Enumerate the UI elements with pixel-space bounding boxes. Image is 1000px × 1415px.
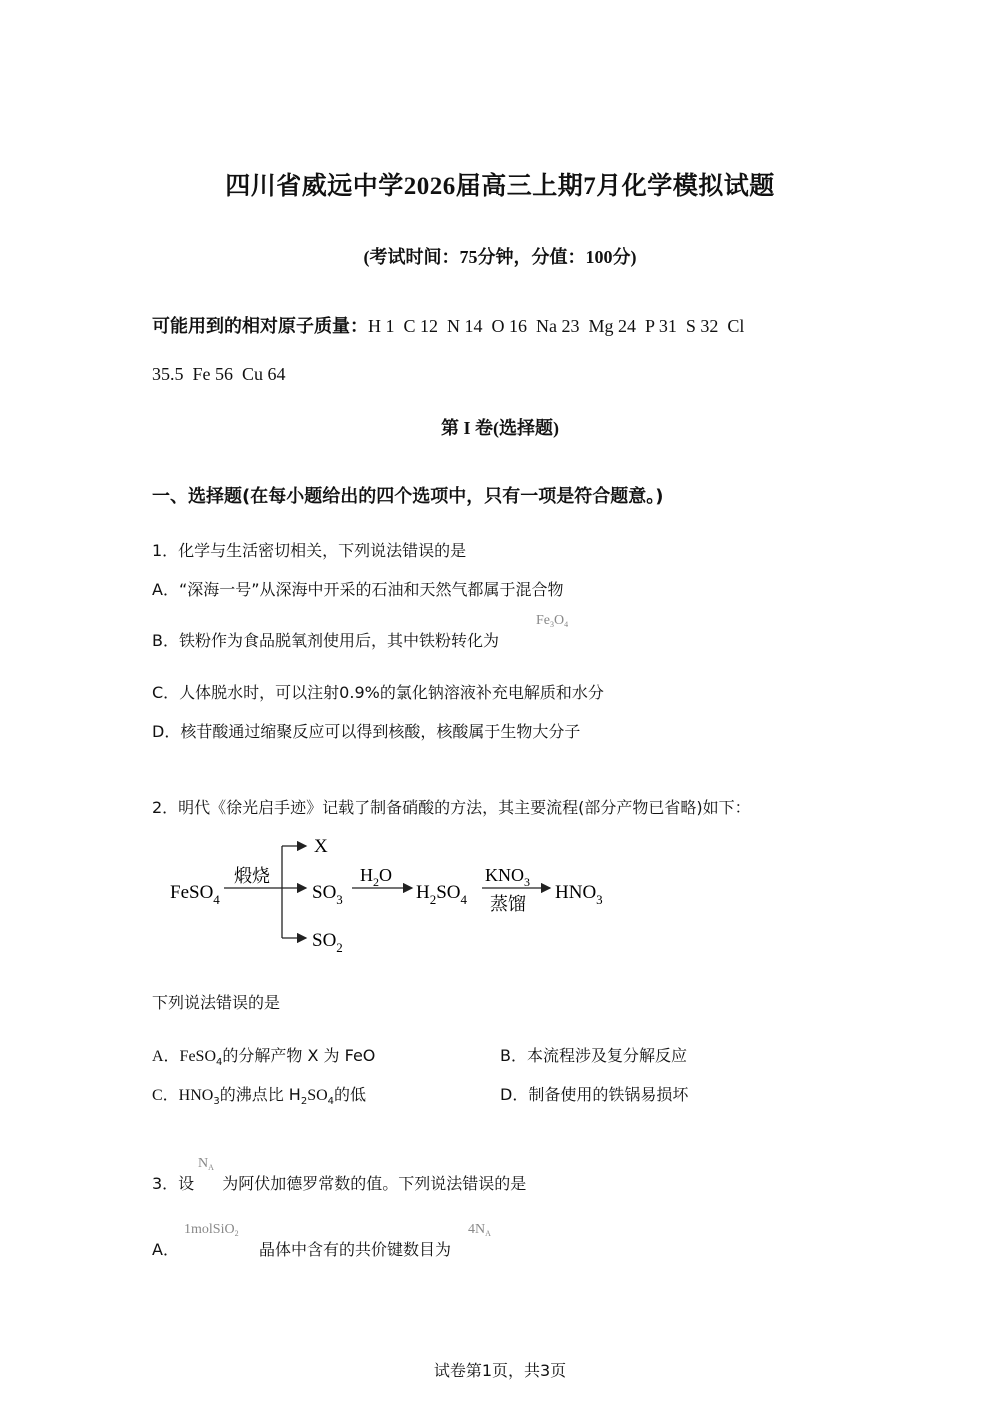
q2-flow-diagram [160, 830, 630, 955]
diagram-step1-label: 煅烧 [234, 866, 270, 886]
q2-c-sub3: 4 [327, 1096, 335, 1107]
q1-option-b-formula [536, 613, 568, 629]
q2-c-sub2: 2 [300, 1096, 308, 1107]
formula-fe-sub: 3 [550, 620, 554, 629]
atomic-masses-values: H 1 C 12 N 14 O 16 Na 23 Mg 24 P 31 S 32 Cl [368, 316, 745, 336]
bond-count-sub: A [485, 1229, 491, 1238]
q1-option-c: C．人体脱水时，可以注射0.9%的氯化钠溶液补充电解质和水分 [152, 683, 604, 702]
q2-a-pre: A．FeSO [152, 1048, 217, 1065]
q3-option-a [152, 1237, 451, 1260]
q2-c-mid1: 的沸点比 H [219, 1085, 301, 1104]
diagram-step2-label: $H_2O$ [360, 865, 392, 889]
diagram-product-so2: $SO_2$ [312, 930, 343, 955]
bond-count: 4N [468, 1222, 486, 1237]
q2-option-a [152, 1043, 375, 1066]
diagram-product-so3: $SO_3$ [312, 882, 343, 907]
atomic-masses-label: 可能用到的相对原子质量： [152, 316, 368, 337]
q1-stem: 1．化学与生活密切相关，下列说法错误的是 [152, 541, 467, 560]
q3-stem-post: 为阿伏加德罗常数的值。下列说法错误的是 [222, 1174, 527, 1193]
diagram-product-x: X [314, 836, 328, 857]
na-sub: A [208, 1163, 214, 1172]
q2-c-sub1: 3 [213, 1096, 220, 1107]
formula-o: O [554, 613, 565, 628]
volume-heading: 第 I 卷(选择题) [441, 418, 559, 438]
formula-fe: Fe [536, 613, 550, 628]
page-title: 四川省威远中学2026届高三上期7月化学模拟试题 [225, 173, 775, 200]
na-symbol: N [198, 1156, 209, 1171]
q2-prompt: 下列说法错误的是 [152, 993, 281, 1012]
q2-c-pre: C．HNO [152, 1087, 214, 1104]
q1-option-b-text: B．铁粉作为食品脱氧剂使用后，其中铁粉转化为 [152, 631, 499, 650]
q2-a-sub: 4 [216, 1057, 223, 1068]
q3-a-mid: 晶体中含有的共价键数目为 [258, 1240, 451, 1259]
q2-option-c [152, 1082, 366, 1105]
q3-a-value [468, 1222, 491, 1238]
sio2-sub: 2 [234, 1229, 239, 1238]
exam-info: (考试时间：75分钟，分值：100分) [363, 247, 637, 267]
atomic-masses-line2: 35.5 Fe 56 Cu 64 [152, 364, 286, 384]
atomic-masses-line1 [152, 312, 744, 338]
q3-stem-pre: 3．设 [152, 1174, 195, 1193]
page-footer: 试卷第1页，共3页 [433, 1361, 567, 1380]
diagram-step3-below: 蒸馏 [490, 894, 526, 914]
q3-stem [152, 1171, 526, 1194]
formula-o-sub: 4 [564, 620, 569, 629]
q2-option-d: D．制备使用的铁锅易损坏 [500, 1085, 689, 1104]
diagram-intermediate: $H_2SO_4$ [416, 882, 468, 907]
q3-na-symbol [198, 1156, 214, 1172]
q1-option-a: A．“深海一号”从深海中开采的石油和天然气都属于混合物 [152, 580, 564, 599]
q2-c-post: 的低 [334, 1085, 367, 1104]
sio2-formula: 1molSiO [184, 1222, 235, 1237]
section-heading: 一、选择题(在每小题给出的四个选项中，只有一项是符合题意。) [152, 486, 664, 507]
q1-option-d: D．核苷酸通过缩聚反应可以得到核酸，核酸属于生物大分子 [152, 722, 581, 741]
q3-a-pre: A． [152, 1240, 179, 1259]
q3-a-formula [184, 1222, 239, 1238]
q2-a-post: 的分解产物 X 为 FeO [222, 1046, 376, 1065]
q2-option-b: B．本流程涉及复分解反应 [500, 1046, 687, 1065]
q2-c-mid2: SO [307, 1087, 328, 1104]
diagram-step3-label: $KNO_3$ [485, 865, 530, 889]
diagram-reactant: FeSO$_4$ [170, 882, 220, 907]
q1-option-b [152, 628, 499, 651]
q2-stem: 2．明代《徐光启手迹》记载了制备硝酸的方法，其主要流程(部分产物已省略)如下： [152, 798, 751, 817]
diagram-final: $HNO_3$ [555, 882, 603, 907]
